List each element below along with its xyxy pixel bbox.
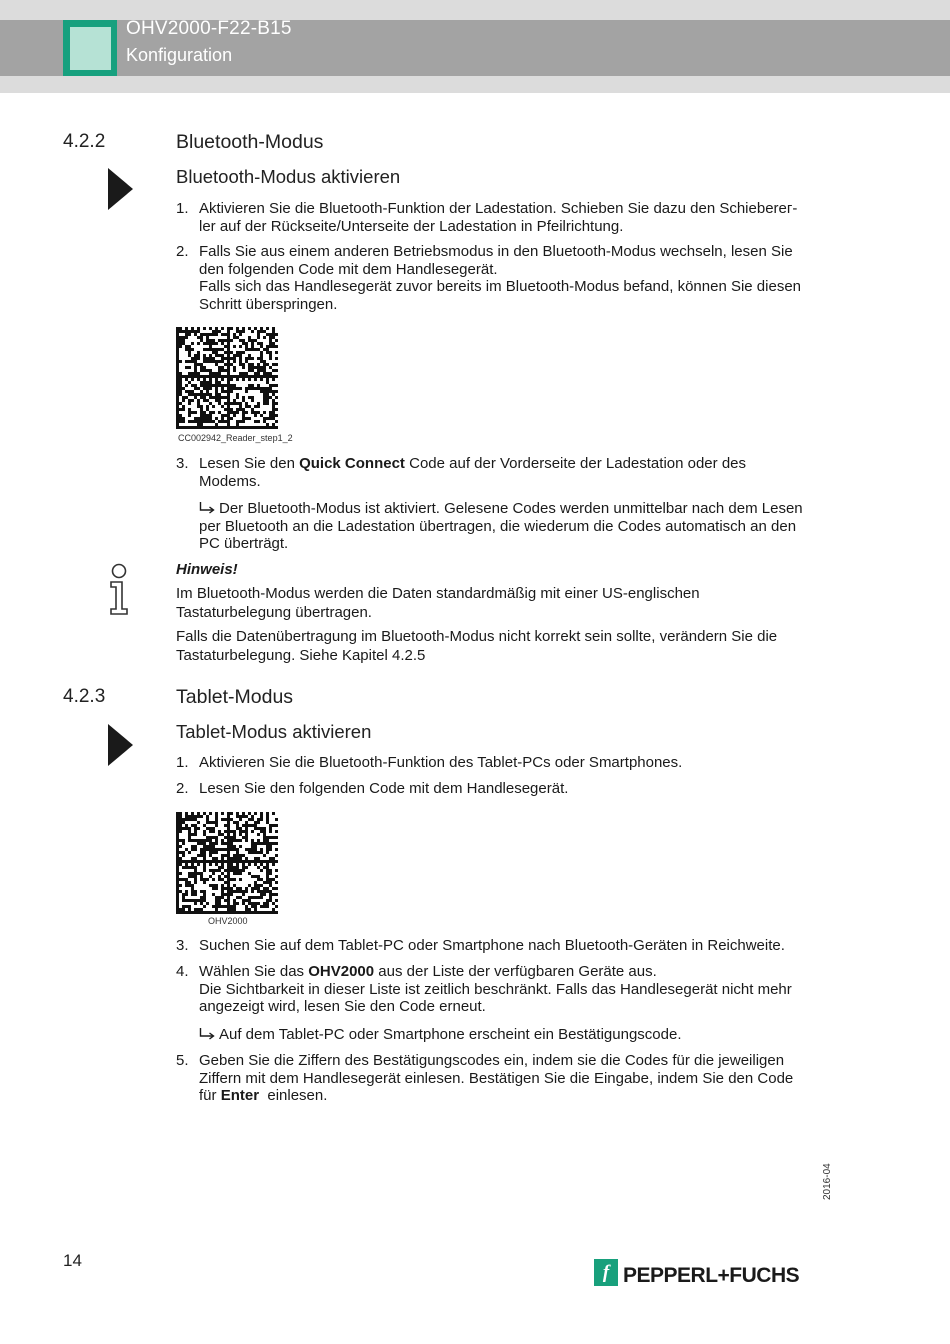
note-paragraph: Falls die Datenübertragung im Bluetooth-Modus nicht korrekt sein sollte, verändern Sie die Tastaturbelegung. Siehe Kapitel 4.2.5 [176,628,778,664]
section-title: Bluetooth-Modus [176,131,324,153]
header-square-inner [70,27,111,70]
section-number: 4.2.3 [63,686,106,707]
result-arrow-icon [199,1028,215,1040]
brand-name: PEPPERL+FUCHS [623,1264,800,1287]
step-text: Lesen Sie den Quick Connect Code auf der Vorderseite der Ladestation oder des Modems. [199,455,746,490]
datamatrix-code-image [176,812,278,914]
header-top-strip [0,0,950,20]
section-number: 4.2.2 [63,131,106,152]
step-number: 4. [176,963,189,980]
subsection-title: Bluetooth-Modus aktivieren [176,166,401,187]
info-icon [106,562,132,616]
step-number: 3. [176,937,189,954]
instruction-arrow-icon [108,168,133,210]
code-caption: CC002942_Reader_step1_2 [178,433,293,443]
result-arrow-icon [199,502,215,514]
result-text: Der Bluetooth-Modus ist aktiviert. Gelesene Codes werden unmittelbar nach dem Lesen per Bluetooth an die Ladestation übertragen, die wiederum die Codes automatisch an den PC überträgt. [199,500,803,552]
note-paragraph: Im Bluetooth-Modus werden die Daten standardmäßig mit einer US-englischen Tastaturbelegung übertragen. [176,585,700,621]
step-text: Aktivieren Sie die Bluetooth-Funktion des Tablet-PCs oder Smartphones. [199,754,683,771]
step-text: Wählen Sie das OHV2000 aus der Liste der verfügbaren Geräte aus. Die Sichtbarkeit in dieser Liste ist zeitlich beschränkt. Falls das Handlesegerät nicht mehr angezeigt wird, lesen Sie den Code erneut. [199,963,792,1015]
subsection-title: Tablet-Modus aktivieren [176,721,372,742]
step-number: 3. [176,455,189,472]
header-under-strip [0,76,950,93]
note-title: Hinweis! [176,561,238,578]
step-text: Aktivieren Sie die Bluetooth-Funktion der Ladestation. Schieben Sie dazu den Schieberег- ler auf der Rückseite/Unterseite der Ladestation in Pfeilrichtung. [199,200,798,235]
step-number: 5. [176,1052,189,1069]
result-text: Auf dem Tablet-PC oder Smartphone erscheint ein Bestätigungscode. [199,1026,682,1044]
step-text: Lesen Sie den folgenden Code mit dem Handlesegerät. [199,780,569,797]
step-number: 2. [176,243,189,260]
step-number: 2. [176,780,189,797]
document-subtitle: Konfiguration [126,45,233,65]
step-number: 1. [176,200,189,217]
step-text: Falls Sie aus einem anderen Betriebsmodus in den Bluetooth-Modus wechseln, lesen Sie den folgenden Code mit dem Handlesegerät. Falls sich das Handlesegerät zuvor bereits im Bluetooth-Modus befand, können Sie diesen Schritt überspringen. [199,243,802,313]
document-title: OHV2000-F22-B15 [126,18,292,39]
step-text: Suchen Sie auf dem Tablet-PC oder Smartphone nach Bluetooth-Geräten in Reichweite. [199,937,785,954]
document-date: 2016-04 [822,1163,833,1200]
page-number: 14 [63,1251,82,1270]
code-caption: OHV2000 [208,916,248,926]
instruction-arrow-icon [108,724,133,766]
datamatrix-code-image [176,327,278,429]
step-text: Geben Sie die Ziffern des Bestätigungscodes ein, indem sie die Codes für die jeweiligen Ziffern mit dem Handlesegerät einlesen. Bestätigen Sie die Eingabe, indem Sie den Code für Enter einlesen. [199,1052,794,1104]
section-title: Tablet-Modus [176,686,294,708]
step-number: 1. [176,754,189,771]
brand-logo-icon: f [594,1259,618,1286]
